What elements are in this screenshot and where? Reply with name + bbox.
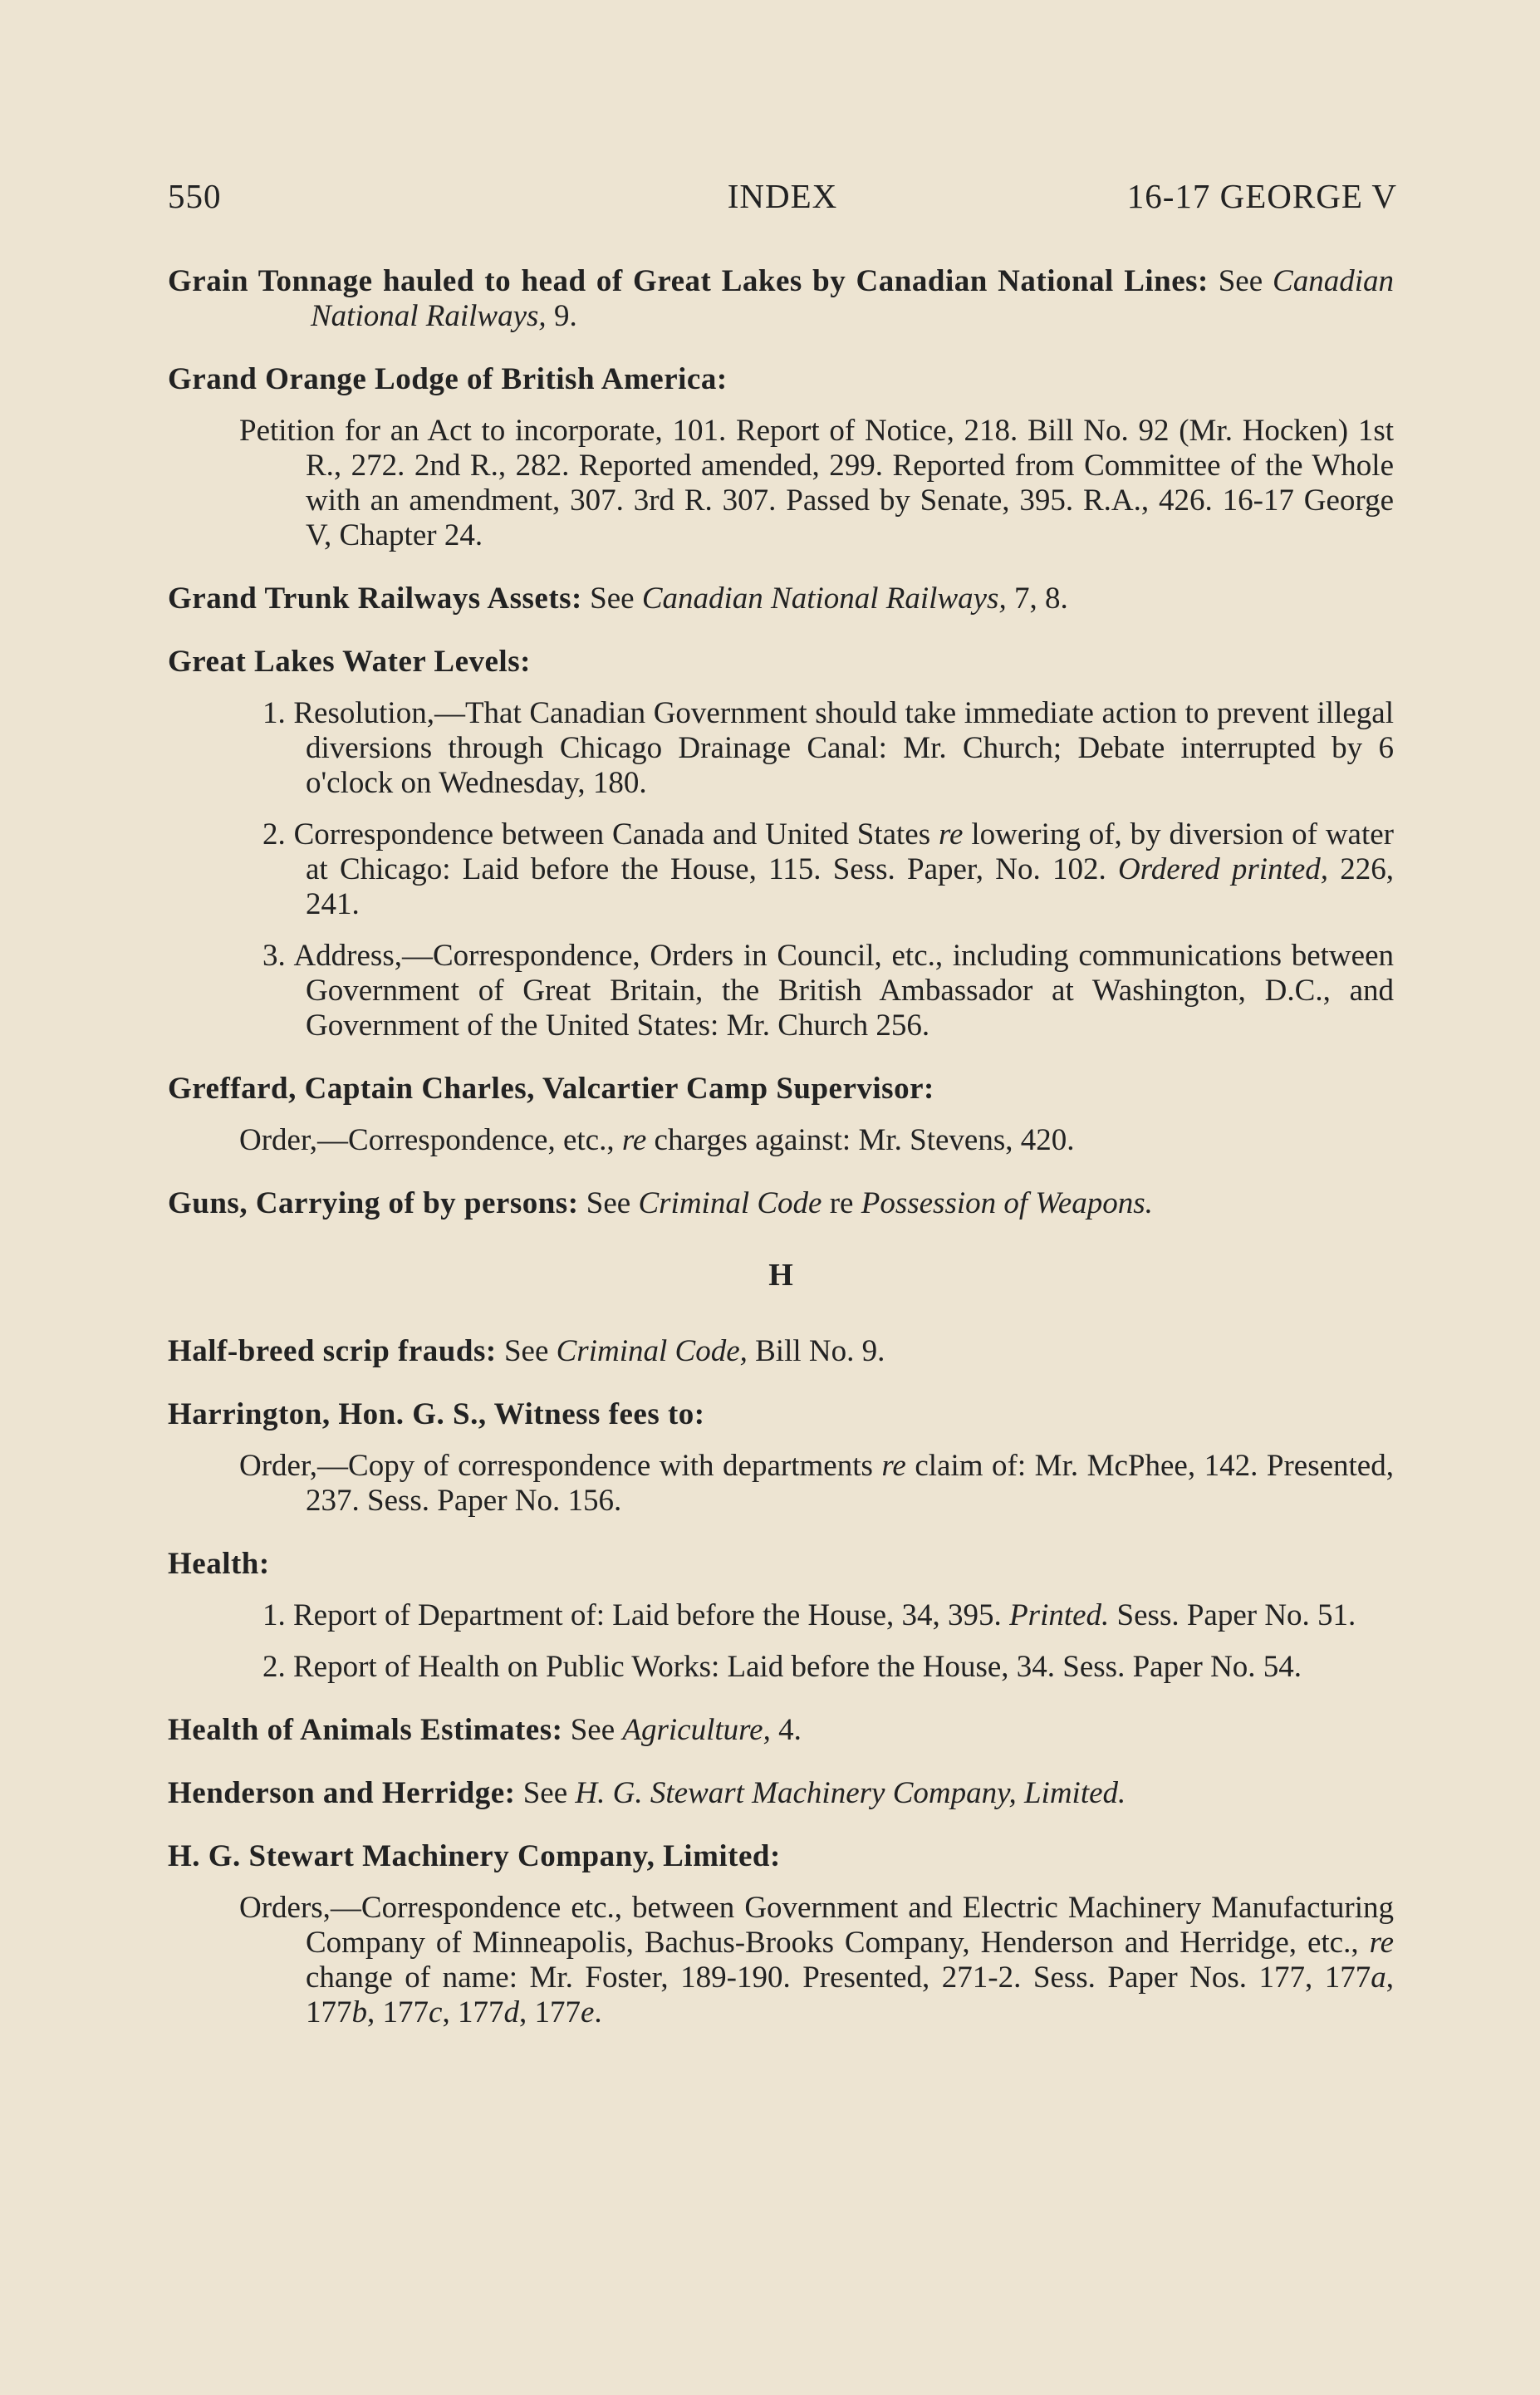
see-label: See [590, 582, 635, 616]
re-word: re [829, 1186, 854, 1220]
item-text: charges against: Mr. Stevens, 420. [654, 1123, 1075, 1157]
see-label: See [586, 1186, 631, 1220]
entry-heading: Health of Animals Estimates: [168, 1713, 563, 1747]
entry-heading: Henderson and Herridge: [168, 1776, 516, 1810]
item-text: Orders,—Correspondence etc., between Government and Electric Machinery Manufacturing Company of Minneapolis, Bachus-Brooks Company, Henderson and Herridge, etc., [239, 1891, 1394, 1960]
index-content [168, 264, 1394, 2059]
item-italic: a [1371, 1961, 1386, 1995]
item-text: change of name: Mr. Foster, 189-190. Presented, 271-2. Sess. Paper Nos. 177, 177 [306, 1961, 1371, 1995]
entry-heading: Grand Trunk Railways Assets: [168, 582, 582, 616]
cross-reference: Agriculture, [622, 1713, 771, 1747]
item-text: 2. Correspondence between Canada and United States [262, 817, 931, 852]
cross-reference: Criminal Code, [556, 1334, 748, 1368]
entry-heading: Harrington, Hon. G. S., Witness fees to: [168, 1397, 705, 1431]
item-text: Order,—Copy of correspondence with departments [239, 1449, 873, 1483]
item-italic: b [351, 1995, 367, 2029]
section-letter: H [768, 1258, 793, 1293]
index-entry-grand-orange-lodge [168, 362, 1394, 553]
item-text: , 177 [367, 1995, 429, 2029]
cross-reference: Canadian National Railways, [641, 582, 1007, 616]
index-entry-greffard [168, 1072, 1394, 1158]
cross-reference: H. G. Stewart Machinery Company, Limited. [575, 1776, 1126, 1810]
entry-heading: Greffard, Captain Charles, Valcartier Camp Supervisor: [168, 1072, 934, 1106]
see-label: See [570, 1713, 616, 1747]
re-word: re [1369, 1926, 1395, 1960]
page-header [168, 176, 1397, 218]
item-text: claim of: Mr. McPhee, 142. Presented, 237. Sess. Paper No. 156. [306, 1449, 1394, 1518]
item-text: , 177 [518, 1995, 581, 2029]
index-entry-health-animals [168, 1713, 1394, 1748]
running-head: 16-17 GEORGE V [1126, 177, 1397, 215]
item-italic: e [580, 1995, 595, 2029]
see-label: See [522, 1776, 568, 1810]
entry-item-1 [168, 1598, 1394, 1633]
cross-reference: Possession of Weapons. [861, 1186, 1153, 1220]
entry-heading: Health: [168, 1547, 270, 1581]
entry-item-3: 3. Address,—Correspondence, Orders in Council, etc., including communications between Government of Great Britain, the British Ambassador at Washington, D.C., and Government of the United States: Mr. Church 256. [262, 939, 1394, 1043]
item-text: . [594, 1995, 602, 2029]
cross-reference: Canadian National Railways, [311, 264, 1394, 333]
entry-heading: H. G. Stewart Machinery Company, Limited: [168, 1839, 781, 1873]
cross-reference: Criminal Code [638, 1186, 822, 1220]
entry-text [168, 1891, 1394, 2030]
index-entry-grain-tonnage [168, 264, 1394, 334]
entry-heading: Grand Orange Lodge of British America: [168, 362, 728, 396]
entry-tail: Bill No. 9. [755, 1334, 885, 1368]
item-italic: Printed. [1009, 1598, 1110, 1632]
item-italic: d [503, 1995, 519, 2029]
item-text: , 177 [306, 1961, 1394, 2029]
index-entry-great-lakes [168, 645, 1394, 1043]
entry-tail: 9. [553, 299, 577, 333]
item-text: Order,—Correspondence, etc., [239, 1123, 615, 1157]
page-title: INDEX [727, 177, 838, 215]
entry-text [168, 1449, 1394, 1519]
index-entry-guns [168, 1186, 1394, 1221]
entry-item-2: 2. Report of Health on Public Works: Laid before the House, 34. Sess. Paper No. 54. [262, 1650, 1302, 1684]
see-label: See [1218, 264, 1263, 298]
re-word: re [939, 817, 964, 852]
item-italic: c [429, 1995, 443, 2029]
item-text: lowering of, by diversion of water at Chicago: Laid before the House, 115. Sess. Paper, No. 102. [306, 817, 1394, 886]
entry-heading: Great Lakes Water Levels: [168, 645, 531, 679]
item-text: , 177 [442, 1995, 504, 2029]
item-text: 226, 241. [306, 852, 1395, 921]
re-word: re [621, 1123, 647, 1157]
entry-tail: 4. [778, 1713, 802, 1747]
item-italic: Ordered printed, [1118, 852, 1329, 886]
entry-heading: Guns, Carrying of by persons: [168, 1186, 579, 1220]
re-word: re [881, 1449, 906, 1483]
entry-heading: Half-breed scrip frauds: [168, 1334, 497, 1368]
page-number: 550 [168, 177, 222, 215]
entry-item-1: 1. Resolution,—That Canadian Government should take immediate action to prevent illegal diversions through Chicago Drainage Canal: Mr. Church; Debate interrupted by 6 o'clock on Wednesday, 180. [262, 696, 1394, 800]
index-entry-grand-trunk [168, 582, 1394, 616]
entry-tail: 7, 8. [1013, 582, 1068, 616]
entry-text: Petition for an Act to incorporate, 101. Report of Notice, 218. Bill No. 92 (Mr. Hocken) 1st R., 272. 2nd R., 282. Reported amended, 299. Reported from Committee of the Whole with an amendment, 307. 3rd R. 307. Passed by Senate, 395. R.A., 426. 16-17 George V, Chapter 24. [239, 414, 1394, 552]
see-label: See [503, 1334, 549, 1368]
item-text: Sess. Paper No. 51. [1116, 1598, 1356, 1632]
index-entry-half-breed [168, 1334, 1394, 1369]
entry-item-2 [168, 817, 1394, 922]
index-entry-health [168, 1547, 1394, 1685]
item-text: 1. Report of Department of: Laid before the House, 34, 395. [262, 1598, 1002, 1632]
index-entry-hg-stewart [168, 1839, 1394, 2030]
entry-text [168, 1123, 1394, 1158]
entry-heading: Grain Tonnage hauled to head of Great Lakes by Canadian National Lines: [168, 264, 1209, 298]
index-entry-harrington [168, 1397, 1394, 1519]
index-entry-henderson [168, 1776, 1394, 1811]
